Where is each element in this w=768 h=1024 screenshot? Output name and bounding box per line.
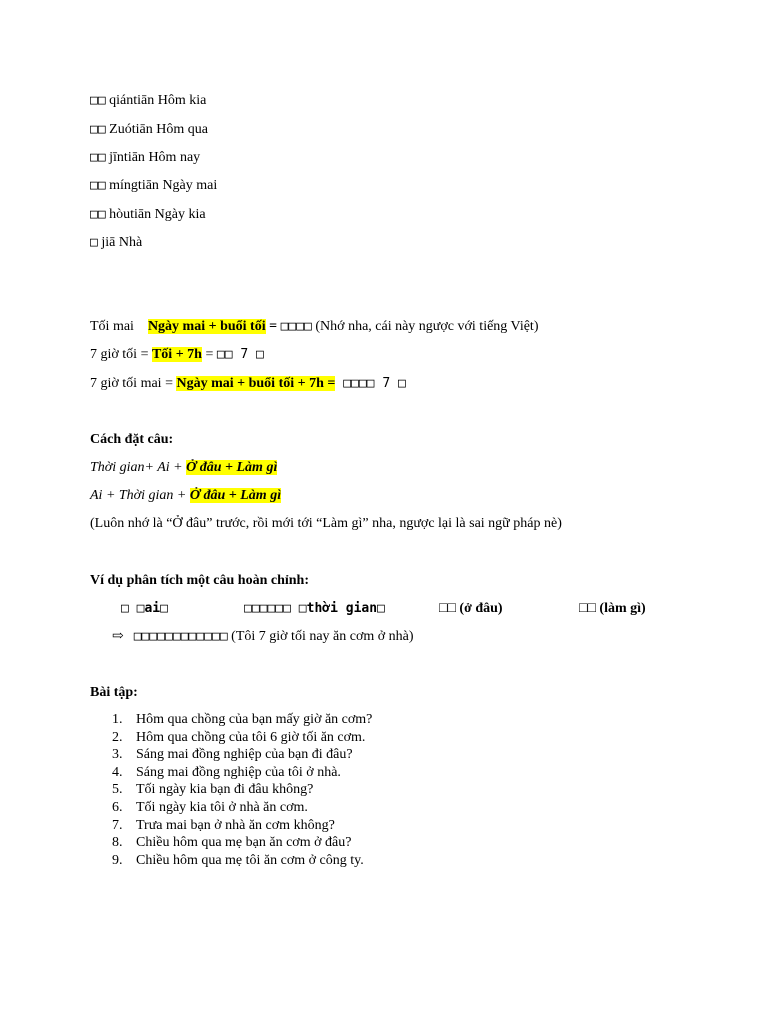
formula-highlight: Ngày mai + buổi tối bbox=[147, 319, 266, 334]
cjk-glyph: □□ bbox=[90, 150, 106, 165]
list-item: 7. Trưa mai bạn ở nhà ăn cơm không? bbox=[112, 817, 335, 833]
formula-label: Tối mai bbox=[90, 319, 134, 334]
exercise-list bbox=[90, 711, 372, 869]
vocab-pinyin: jiā bbox=[101, 235, 116, 250]
pattern-text: Thời gian+ Ai + bbox=[90, 460, 187, 475]
list-item: 4. Sáng mai đồng nghiệp của tôi ở nhà. bbox=[112, 764, 341, 780]
example-col-where: □□ (ở đâu) bbox=[439, 601, 503, 616]
cjk-glyph: □□□□ 7 □ bbox=[335, 376, 406, 391]
formula-line bbox=[90, 346, 264, 364]
formula-label: 7 giờ tối mai = bbox=[90, 376, 177, 391]
cjk-glyph: □□ bbox=[90, 122, 106, 137]
vocab-pinyin: jīntiān bbox=[109, 150, 145, 165]
formula-label: 7 giờ tối = bbox=[90, 347, 152, 362]
section-heading: Bài tập: bbox=[90, 685, 138, 700]
vocab-line bbox=[90, 234, 142, 252]
pattern-highlight: Ở đâu + Làm gì bbox=[189, 488, 282, 503]
vocab-line bbox=[90, 92, 206, 110]
cjk-glyph: □□ bbox=[90, 93, 106, 108]
example-translation: (Tôi 7 giờ tối nay ăn cơm ở nhà) bbox=[227, 629, 414, 644]
formula-line bbox=[90, 318, 538, 336]
cjk-glyph: □ bbox=[90, 235, 98, 250]
section-heading: Ví dụ phân tích một câu hoàn chỉnh: bbox=[90, 573, 310, 588]
example-col-action: □□ (làm gì) bbox=[579, 601, 646, 616]
pattern-text: Ai + Thời gian + bbox=[90, 488, 190, 503]
vocab-meaning: Hôm kia bbox=[157, 93, 207, 108]
cjk-glyph: □□□□ bbox=[280, 319, 312, 334]
list-item: 8. Chiều hôm qua mẹ bạn ăn cơm ở đâu? bbox=[112, 835, 352, 851]
vocab-line bbox=[90, 206, 206, 224]
vocab-meaning: Ngày kia bbox=[154, 207, 206, 222]
pattern-highlight: Ở đâu + Làm gì bbox=[186, 460, 278, 475]
example-sentence bbox=[112, 628, 414, 646]
arrow-icon: ⇨ bbox=[112, 629, 124, 644]
example-col-time: □□□□□□ □thời gian□ bbox=[244, 601, 385, 616]
list-item: 9. Chiều hôm qua mẹ tôi ăn cơm ở công ty. bbox=[112, 852, 364, 868]
formula-highlight: Ngày mai + buổi tối + 7h = bbox=[176, 376, 336, 391]
list-item: 2. Hôm qua chồng của tôi 6 giờ tối ăn cơm. bbox=[112, 729, 366, 745]
pattern-line bbox=[90, 487, 281, 505]
vocab-pinyin: qiántiān bbox=[109, 93, 155, 108]
vocab-line bbox=[90, 121, 208, 139]
list-item: 3. Sáng mai đồng nghiệp của bạn đi đâu? bbox=[112, 747, 353, 763]
vocab-pinyin: míngtiān bbox=[109, 178, 159, 193]
formula-equals: = bbox=[265, 319, 281, 334]
grammar-note: (Luôn nhớ là “Ở đâu” trước, rồi mới tới “Làm gì” nha, ngược lại là sai ngữ pháp nè) bbox=[90, 516, 562, 531]
vocab-pinyin: Zuótiān bbox=[109, 122, 153, 137]
list-item: 6. Tối ngày kia tôi ở nhà ăn cơm. bbox=[112, 799, 308, 815]
formula-note: (Nhớ nha, cái này ngược với tiếng Việt) bbox=[311, 319, 539, 334]
vocab-line bbox=[90, 149, 200, 167]
example-col-subject: □ □ai□ bbox=[121, 601, 168, 616]
vocab-meaning: Nhà bbox=[118, 235, 143, 250]
vocab-line bbox=[90, 177, 217, 195]
list-item: 1. Hôm qua chồng của bạn mấy giờ ăn cơm? bbox=[112, 712, 373, 727]
formula-equals: = bbox=[201, 347, 217, 362]
cjk-glyph: □□ bbox=[90, 178, 106, 193]
pattern-line bbox=[90, 459, 277, 477]
vocab-meaning: Hôm qua bbox=[156, 122, 208, 137]
cjk-glyph: □□ bbox=[90, 207, 106, 222]
formula-line bbox=[90, 375, 406, 393]
vocab-pinyin: hòutiān bbox=[109, 207, 152, 222]
list-item: 5. Tối ngày kia bạn đi đâu không? bbox=[112, 782, 314, 798]
formula-highlight: Tối + 7h bbox=[151, 347, 202, 362]
cjk-glyph: □□□□□□□□□□□□ bbox=[133, 629, 228, 644]
section-heading: Cách đặt câu: bbox=[90, 432, 174, 447]
vocab-meaning: Ngày mai bbox=[162, 178, 218, 193]
vocab-meaning: Hôm nay bbox=[148, 150, 201, 165]
cjk-glyph: □□ 7 □ bbox=[216, 347, 264, 362]
